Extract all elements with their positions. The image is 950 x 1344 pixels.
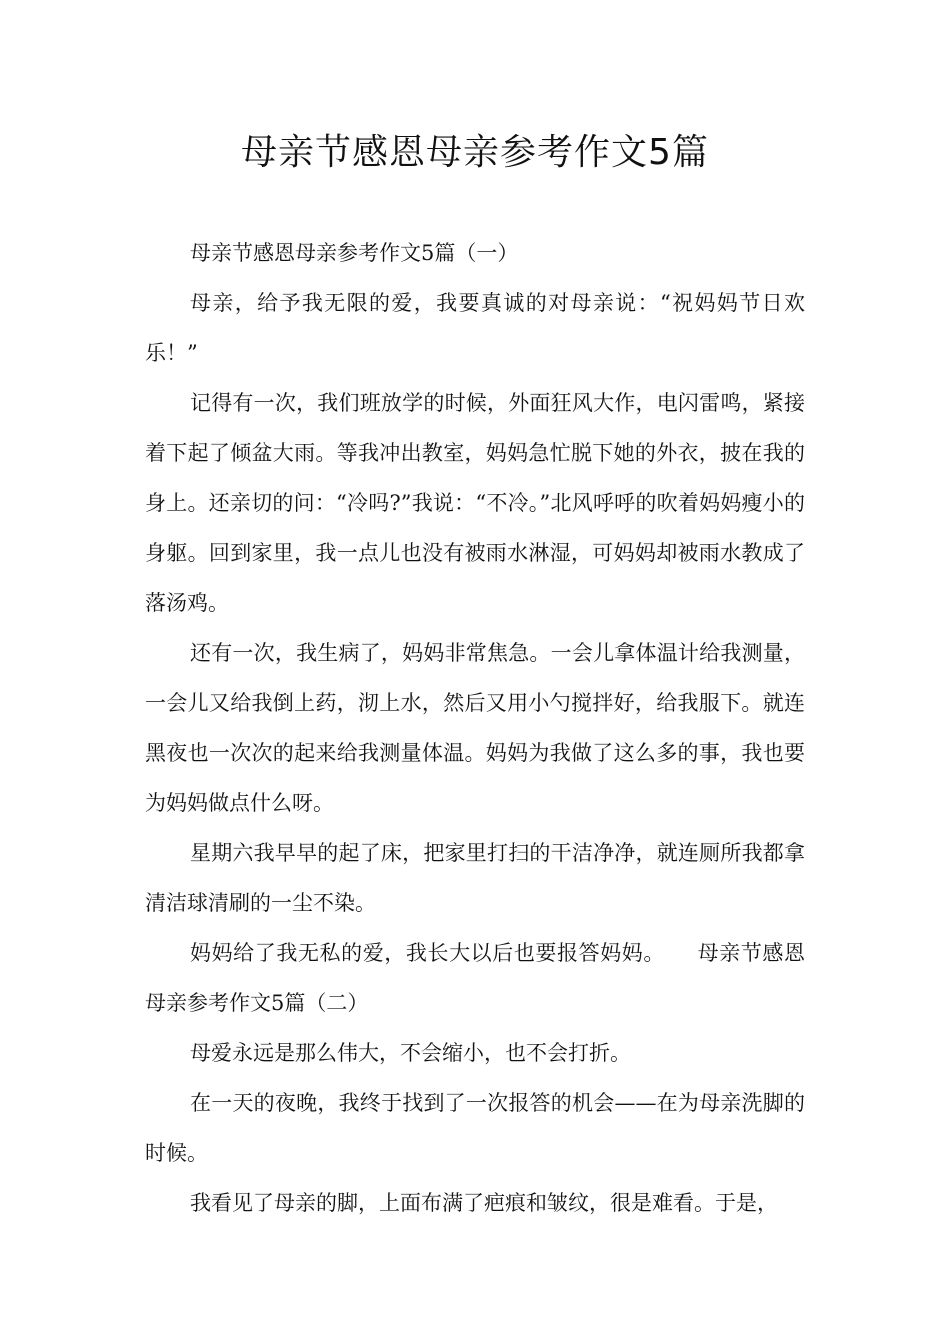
paragraph: 母亲，给予我无限的爱，我要真诚的对母亲说：“祝妈妈节日欢乐！” [145,291,805,365]
paragraph: 记得有一次，我们班放学的时候，外面狂风大作，电闪雷鸣，紧接着下起了倾盆大雨。等我冲出教室，妈妈急忙脱下她的外衣，披在我的身上。还亲切的问：“冷吗?”我说：“不冷。”北风呼呼的吹着妈妈瘦小的身躯。回到家里，我一点儿也没有被雨水淋湿，可妈妈却被雨水教成了落汤鸡。 [145,391,805,615]
paragraph: 我看见了母亲的脚，上面布满了疤痕和皱纹，很是难看。于是， [190,1191,778,1215]
document-body [145,228,805,1228]
paragraph: 还有一次，我生病了，妈妈非常焦急。一会儿拿体温计给我测量，一会儿又给我倒上药，沏上水，然后又用小勺搅拌好，给我服下。就连黑夜也一次次的起来给我测量体温。妈妈为我做了这么多的事，我也要为妈妈做点什么呀。 [145,641,805,815]
paragraph: 母爱永远是那么伟大，不会缩小，也不会打折。 [190,1041,631,1065]
paragraph: 星期六我早早的起了床，把家里打扫的干洁净净，就连厕所我都拿清洁球清刷的一尘不染。 [145,841,805,915]
document-title: 母亲节感恩母亲参考作文5篇 [241,132,709,173]
paragraph: 妈妈给了我无私的爱，我长大以后也要报答妈妈。 母亲节感恩母亲参考作文5篇（二） [145,941,805,1015]
paragraph-section-heading-1: 母亲节感恩母亲参考作文5篇（一） [190,241,519,265]
paragraph: 在一天的夜晚，我终于找到了一次报答的机会——在为母亲洗脚的时候。 [145,1091,805,1165]
